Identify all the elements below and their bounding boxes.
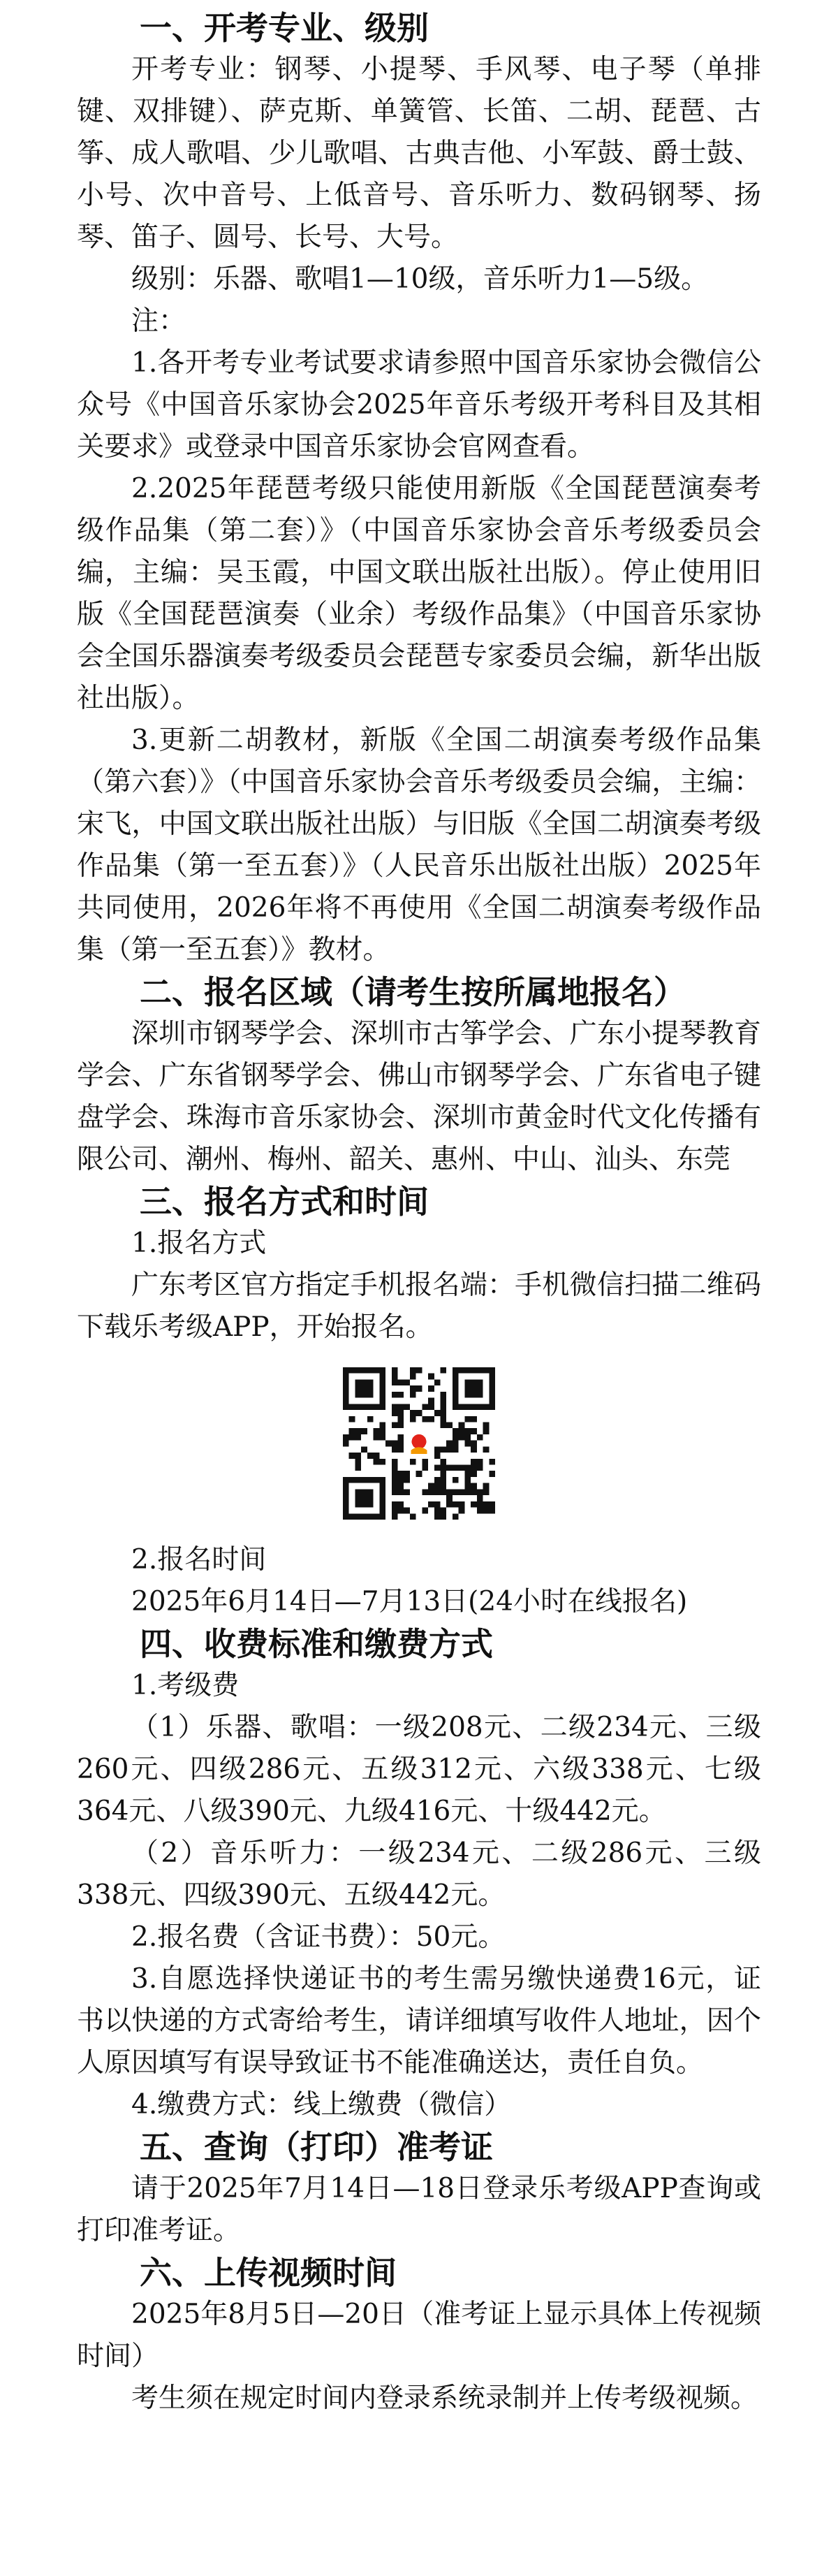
paragraph: 注： [131, 305, 186, 337]
section-heading-5: 五、查询（打印）准考证 [140, 2128, 493, 2166]
paragraph: 考生须在规定时间内登录系统录制并上传考级视频。 [131, 2382, 758, 2414]
paragraph: （2）音乐听力：一级234元、二级286元、三级338元、四级390元、五级442元。 [77, 1838, 761, 1911]
paragraph: 2.报名时间 [131, 1544, 267, 1576]
paragraph: 2025年6月14日—7月13日(24小时在线报名) [131, 1586, 688, 1617]
qr-code-icon[interactable] [343, 1367, 495, 1520]
section-heading-1: 一、开考专业、级别 [140, 9, 429, 47]
paragraph: 1.考级费 [131, 1670, 240, 1701]
paragraph: 3.自愿选择快递证书的考生需另缴快递费16元，证书以快递的方式寄给考生，请详细填写收件人地址，因个人原因填写有误导致证书不能准确送达，责任自负。 [77, 1963, 761, 2079]
paragraph: 级别：乐器、歌唱1—10级，音乐听力1—5级。 [131, 263, 709, 295]
paragraph: 请于2025年7月14日—18日登录乐考级APP查询或打印准考证。 [77, 2173, 761, 2246]
section-heading-4: 四、收费标准和缴费方式 [140, 1625, 493, 1663]
paragraph: 1.各开考专业考试要求请参照中国音乐家协会微信公众号《中国音乐家协会2025年音乐考级开考科目及其相关要求》或登录中国音乐家协会官网查看。 [77, 347, 761, 463]
paragraph: 4.缴费方式：线上缴费（微信） [131, 2089, 512, 2120]
paragraph: 2.2025年琵琶考级只能使用新版《全国琵琶演奏考级作品集（第二套）》（中国音乐家协会音乐考级委员会编，主编：吴玉霞，中国文联出版社出版）。停止使用旧版《全国琵琶演奏（业余）考级作品集》（中国音乐家协会全国乐器演奏考级委员会琵琶专家委员会编，新华出版社出版）。 [77, 473, 761, 714]
paragraph: 2025年8月5日—20日（准考证上显示具体上传视频时间） [77, 2299, 761, 2372]
paragraph: 深圳市钢琴学会、深圳市古筝学会、广东小提琴教育学会、广东省钢琴学会、佛山市钢琴学会、广东省电子键盘学会、珠海市音乐家协会、深圳市黄金时代文化传播有限公司、潮州、梅州、韶关、惠州、中山、汕头、东莞 [77, 1018, 761, 1175]
paragraph: 开考专业：钢琴、小提琴、手风琴、电子琴（单排键、双排键）、萨克斯、单簧管、长笛、二胡、琵琶、古筝、成人歌唱、少儿歌唱、古典吉他、小军鼓、爵士鼓、小号、次中音号、上低音号、音乐听力、数码钢琴、扬琴、笛子、圆号、长号、大号。 [77, 54, 761, 253]
section-heading-2: 二、报名区域（请考生按所属地报名） [140, 973, 686, 1011]
section-heading-3: 三、报名方式和时间 [140, 1183, 429, 1221]
section-heading-6: 六、上传视频时间 [140, 2254, 397, 2292]
qr-code-container [77, 1361, 761, 1525]
paragraph: 广东考区官方指定手机报名端：手机微信扫描二维码下载乐考级APP，开始报名。 [77, 1269, 761, 1343]
paragraph: 3.更新二胡教材，新版《全国二胡演奏考级作品集（第六套）》（中国音乐家协会音乐考级委员会编，主编：宋飞，中国文联出版社出版）与旧版《全国二胡演奏考级作品集（第一至五套）》（人民音乐出版社出版）2025年共同使用，2026年将不再使用《全国二胡演奏考级作品集（第一至五套）》教材。 [77, 725, 761, 966]
paragraph: 2.报名费（含证书费）：50元。 [131, 1921, 506, 1953]
paragraph: （1）乐器、歌唱：一级208元、二级234元、三级260元、四级286元、五级312元、六级338元、七级364元、八级390元、九级416元、十级442元。 [77, 1712, 761, 1827]
paragraph: 1.报名方式 [131, 1228, 267, 1259]
